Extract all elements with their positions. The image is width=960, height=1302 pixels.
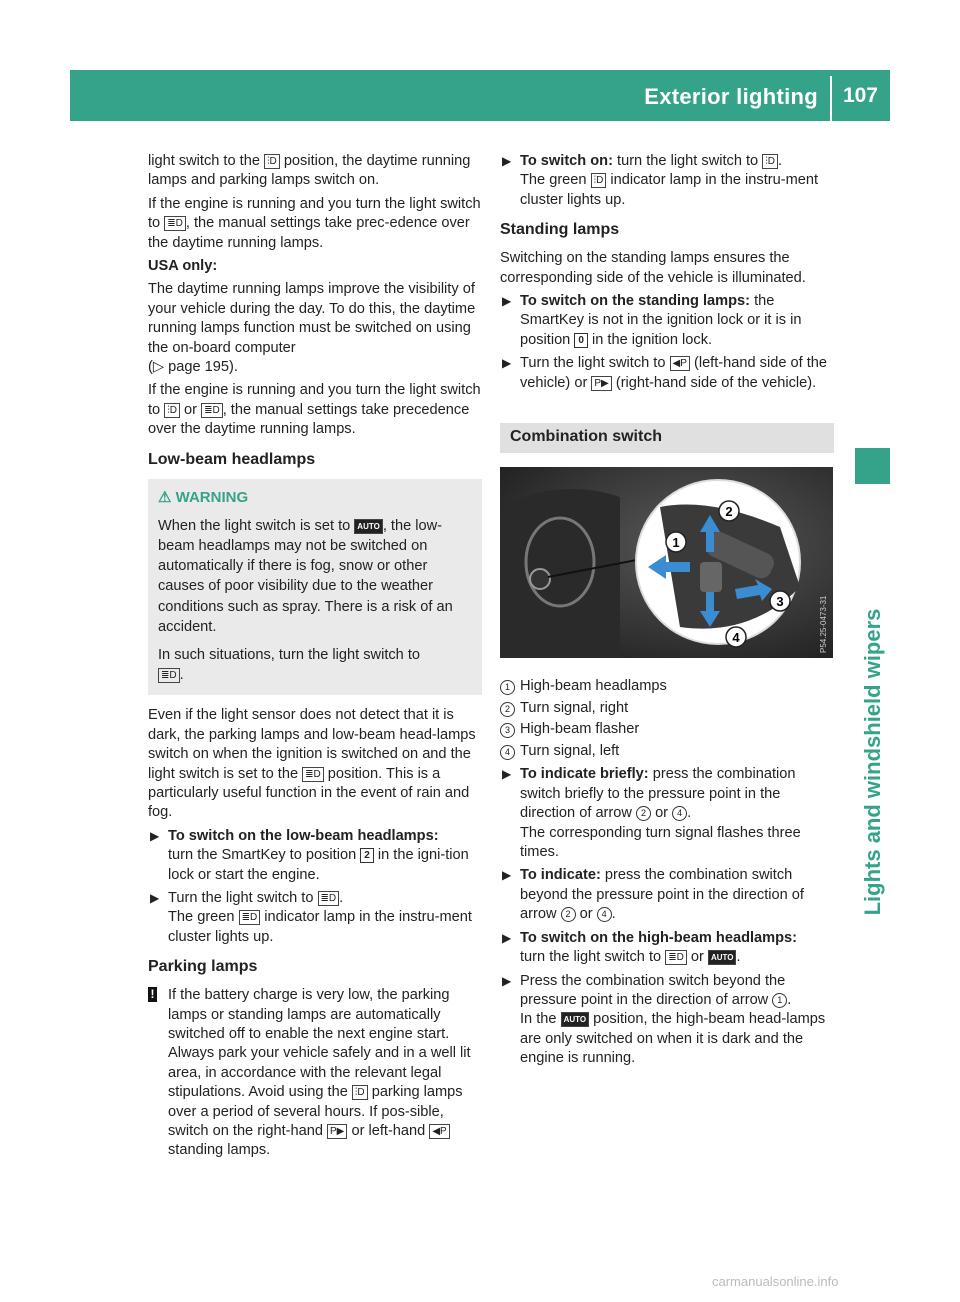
low-beam-icon: ≣D <box>158 668 180 683</box>
exclamation-icon: ! <box>148 987 157 1002</box>
right-column <box>500 152 834 1073</box>
callout-1 <box>666 532 686 552</box>
svg-text:1: 1 <box>672 535 680 551</box>
svg-text:2: 2 <box>725 504 733 520</box>
paragraph: Even if the light sensor does not detect that it is dark, the parking lamps and low-beam head-lamps switch on when the ignition is switched on and the light switch is set to the ≣D position. This is a particularly useful function in the event of rain and fog. <box>148 707 476 821</box>
heading-parking-lamps: Parking lamps <box>148 958 258 976</box>
legend-item: 2 Turn signal, right <box>500 698 834 720</box>
header-divider <box>830 76 832 121</box>
combination-switch-photo <box>500 467 833 658</box>
instruction-step: ▶ To switch on: turn the light switch to ⫶D . The green ⫶D indicator lamp in the instru-ment cluster lights up. <box>502 153 819 208</box>
paragraph: light switch to the ⫶D position, the daytime running lamps and parking lamps switch on. <box>148 153 471 189</box>
heading-combination-switch: Combination switch <box>510 428 662 446</box>
warning-heading: ⚠ WARNING <box>158 488 249 506</box>
low-beam-icon: ≣D <box>318 891 340 906</box>
photo-code: P54.25-0473-31 <box>819 595 828 654</box>
instruction-step: ▶ To switch on the standing lamps: the SmartKey is not in the ignition lock or it is in position 0 in the ignition lock. <box>502 293 802 348</box>
parking-lamp-icon: ⫶D <box>164 403 180 418</box>
bullet-arrow-icon: ▶ <box>150 828 160 843</box>
usa-only-label: USA only: <box>148 258 218 275</box>
auto-icon: AUTO <box>708 950 737 965</box>
bullet-arrow-icon: ▶ <box>150 890 160 905</box>
low-beam-icon: ≣D <box>201 403 223 418</box>
instruction-step: ▶ To switch on the high-beam headlamps: turn the light switch to ≣D or AUTO . <box>502 929 798 966</box>
low-beam-icon: ≣D <box>164 216 186 231</box>
bullet-arrow-icon: ▶ <box>502 767 512 782</box>
instruction-step: ▶ Turn the light switch to ≣D . The green ≣D indicator lamp in the instru-ment cluster lights up. <box>150 889 472 945</box>
callout-legend <box>500 676 834 762</box>
page-number: 107 <box>842 84 878 107</box>
callout-4 <box>726 627 746 647</box>
parking-lamp-icon: ⫶D <box>352 1085 368 1100</box>
callout-2 <box>719 501 739 521</box>
left-standing-lamp-icon: ◀P <box>429 1124 449 1139</box>
bullet-arrow-icon: ▶ <box>502 973 512 988</box>
low-beam-icon: ≣D <box>665 950 687 965</box>
bullet-arrow-icon: ▶ <box>502 154 512 168</box>
warning-text: In such situations, turn the light switch to ≣D . <box>158 646 421 684</box>
bullet-arrow-icon: ▶ <box>502 868 512 883</box>
paragraph: If the engine is running and you turn the light switch to ≣D , the manual settings take prec-edence over the daytime running lamps. <box>148 195 481 251</box>
page-reference[interactable]: (▷ page 195). <box>148 359 238 376</box>
instruction-step: ▶ To switch on the low-beam headlamps: turn the SmartKey to position 2 in the igni-tion lock or start the engine. <box>150 827 469 883</box>
warning-box <box>148 479 482 696</box>
bullet-arrow-icon: ▶ <box>502 930 512 945</box>
left-standing-lamp-icon: ◀P <box>670 356 690 371</box>
paragraph: If the engine is running and you turn the light switch to ⫶D or ≣D , the manual settings take precedence over the daytime running lamps. <box>148 382 481 438</box>
legend-item: 4 Turn signal, left <box>500 741 834 763</box>
paragraph: Switching on the standing lamps ensures the corresponding side of the vehicle is illuminated. <box>500 250 806 286</box>
right-standing-lamp-icon: P▶ <box>591 376 611 391</box>
key-position-icon: 0 <box>574 333 588 348</box>
bullet-arrow-icon: ▶ <box>502 294 512 309</box>
heading-low-beam: Low-beam headlamps <box>148 450 316 468</box>
instruction-step: ▶ To indicate: press the combination switch beyond the pressure point in the direction of arrow 2 or 4 . <box>502 867 804 923</box>
instruction-step: ▶ Press the combination switch beyond the pressure point in the direction of arrow 1 . In the AUTO position, the high-beam head-lamps are only switched on when it is dark and the engine is running. <box>502 972 826 1067</box>
warning-triangle-icon: ⚠ <box>158 488 172 506</box>
combination-switch-heading-bar <box>500 423 834 453</box>
key-position-icon: 2 <box>360 848 374 863</box>
watermark-footer: carmanualsonline.info <box>712 1274 839 1289</box>
low-beam-icon: ≣D <box>302 767 324 782</box>
legend-item: 3 High-beam flasher <box>500 719 834 741</box>
warning-text: When the light switch is set to AUTO , the low-beam headlamps may not be switched on automatically if there is fog, snow or other causes of poor visibility due to the weather conditions such as spray. There is a risk of an accident. <box>158 517 453 635</box>
light-switch-knob <box>530 569 550 589</box>
auto-icon: AUTO <box>354 519 383 534</box>
note-box: ! If the battery charge is very low, the parking lamps or standing lamps are automatically switched off to enable the next engine start. Always park your vehicle safely and in a well lit area, in accordance with the relevant legal stipulations. Avoid using the ⫶D parking lamps over a period of several hours. If pos-sible, switch on the right-hand P▶ or left-hand ◀P standing lamps. <box>148 986 482 1161</box>
page-header <box>70 70 890 121</box>
heading-standing-lamps: Standing lamps <box>500 221 620 239</box>
instruction-step: ▶ To indicate briefly: press the combination switch briefly to the pressure point in the direction of arrow 2 or 4 . The corresponding turn signal flashes three times. <box>502 766 801 861</box>
chapter-side-title: Lights and windshield wipers <box>860 608 885 916</box>
section-title: Exterior lighting <box>644 84 818 109</box>
low-beam-icon: ≣D <box>239 910 261 925</box>
bullet-arrow-icon: ▶ <box>502 356 512 371</box>
parking-lamp-icon: ⫶D <box>762 154 778 169</box>
right-standing-lamp-icon: P▶ <box>327 1124 347 1139</box>
parking-lamp-icon: ⫶D <box>264 154 280 169</box>
legend-item: 1 High-beam headlamps <box>500 676 834 698</box>
instruction-step: ▶ Turn the light switch to ◀P (left-hand side of the vehicle) or P▶ (right-hand side of the vehicle). <box>502 355 828 391</box>
left-column <box>148 152 482 1161</box>
callout-3 <box>770 591 790 611</box>
parking-lamp-icon: ⫶D <box>591 173 607 188</box>
auto-icon: AUTO <box>561 1012 590 1027</box>
svg-text:4: 4 <box>732 630 740 646</box>
chapter-tab-marker <box>855 448 890 484</box>
svg-text:3: 3 <box>776 594 784 610</box>
paragraph: The daytime running lamps improve the visibility of your vehicle during the day. To do this, the daytime running lamps function must be switched on using the on-board computer (▷ page 195). <box>148 281 476 376</box>
